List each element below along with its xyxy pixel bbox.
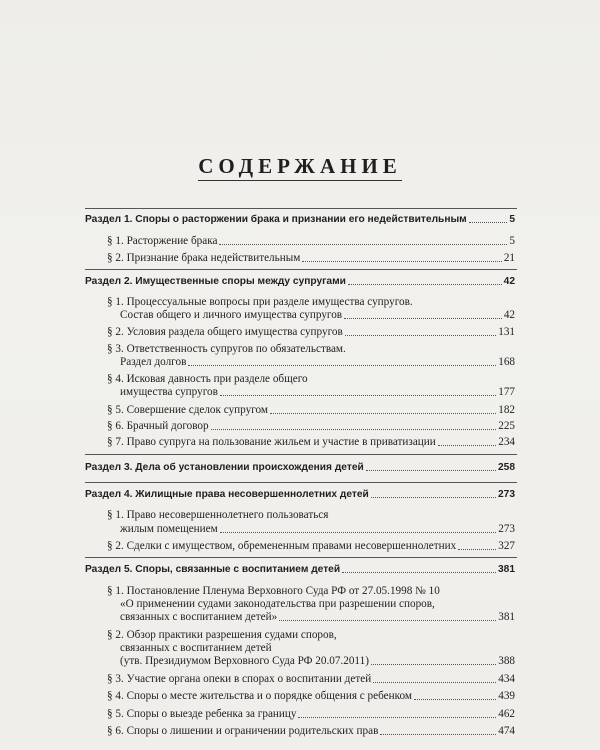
toc-item[interactable]: § 4. Споры о месте жительства и о порядке общения с ребенком 439: [107, 690, 515, 702]
toc-item[interactable]: имущества супругов 177: [120, 386, 515, 398]
toc-item[interactable]: жилым помещением 273: [120, 523, 515, 535]
toc-item[interactable]: § 3. Участие органа опеки в спорах о воспитании детей 434: [107, 673, 515, 685]
toc-item[interactable]: § 5. Совершение сделок супругом 182: [107, 404, 515, 416]
toc-item-line: связанных с воспитанием детей: [120, 642, 272, 654]
toc-section-1[interactable]: Раздел 1. Споры о расторжении брака и признании его недействительным 5: [85, 214, 515, 225]
toc-item[interactable]: связанных с воспитанием детей» 381: [120, 611, 515, 623]
toc-section-3[interactable]: Раздел 3. Дела об установлении происхождения детей 258: [85, 462, 515, 473]
toc-item[interactable]: § 1. Расторжение брака 5: [107, 235, 515, 247]
toc-section-2[interactable]: Раздел 2. Имущественные споры между супругами 42: [85, 276, 515, 287]
divider: [85, 269, 517, 270]
divider: [85, 454, 517, 455]
toc-section-4[interactable]: Раздел 4. Жилищные права несовершеннолетних детей 273: [85, 489, 515, 500]
toc-item[interactable]: (утв. Президиумом Верховного Суда РФ 20.07.2011) 388: [120, 655, 515, 667]
toc-item-line: § 1. Право несовершеннолетнего пользоваться: [107, 509, 329, 521]
toc-item[interactable]: § 6. Споры о лишении и ограничении родительских прав 474: [107, 725, 515, 737]
toc-item-line: § 3. Ответственность супругов по обязательствам.: [107, 343, 346, 355]
page-title: СОДЕРЖАНИЕ: [0, 154, 600, 179]
toc-item[interactable]: § 6. Брачный договор 225: [107, 420, 515, 432]
toc-item[interactable]: § 5. Споры о выезде ребенка за границу 462: [107, 708, 515, 720]
toc-item[interactable]: Состав общего и личного имущества супругов 42: [120, 309, 515, 321]
toc-item[interactable]: § 2. Признание брака недействительным 21: [107, 252, 515, 264]
toc-item-line: § 1. Постановление Пленума Верховного Суда РФ от 27.05.1998 № 10: [107, 585, 440, 597]
toc-item-line: «О применении судами законодательства при разрешении споров,: [120, 598, 435, 610]
divider: [85, 482, 517, 483]
toc-item-line: § 1. Процессуальные вопросы при разделе имущества супругов.: [107, 296, 413, 308]
divider: [85, 208, 517, 209]
toc-section-5[interactable]: Раздел 5. Споры, связанные с воспитанием детей 381: [85, 564, 515, 575]
toc-item[interactable]: Раздел долгов 168: [120, 356, 515, 368]
toc-item[interactable]: § 2. Сделки с имуществом, обремененным правами несовершеннолетних 327: [107, 540, 515, 552]
toc-item-line: § 4. Исковая давность при разделе общего: [107, 373, 308, 385]
divider: [85, 557, 517, 558]
toc-item-line: § 2. Обзор практики разрешения судами споров,: [107, 629, 337, 641]
toc-item[interactable]: § 2. Условия раздела общего имущества супругов 131: [107, 326, 515, 338]
toc-item[interactable]: § 7. Право супруга на пользование жильем и участие в приватизации 234: [107, 436, 515, 448]
